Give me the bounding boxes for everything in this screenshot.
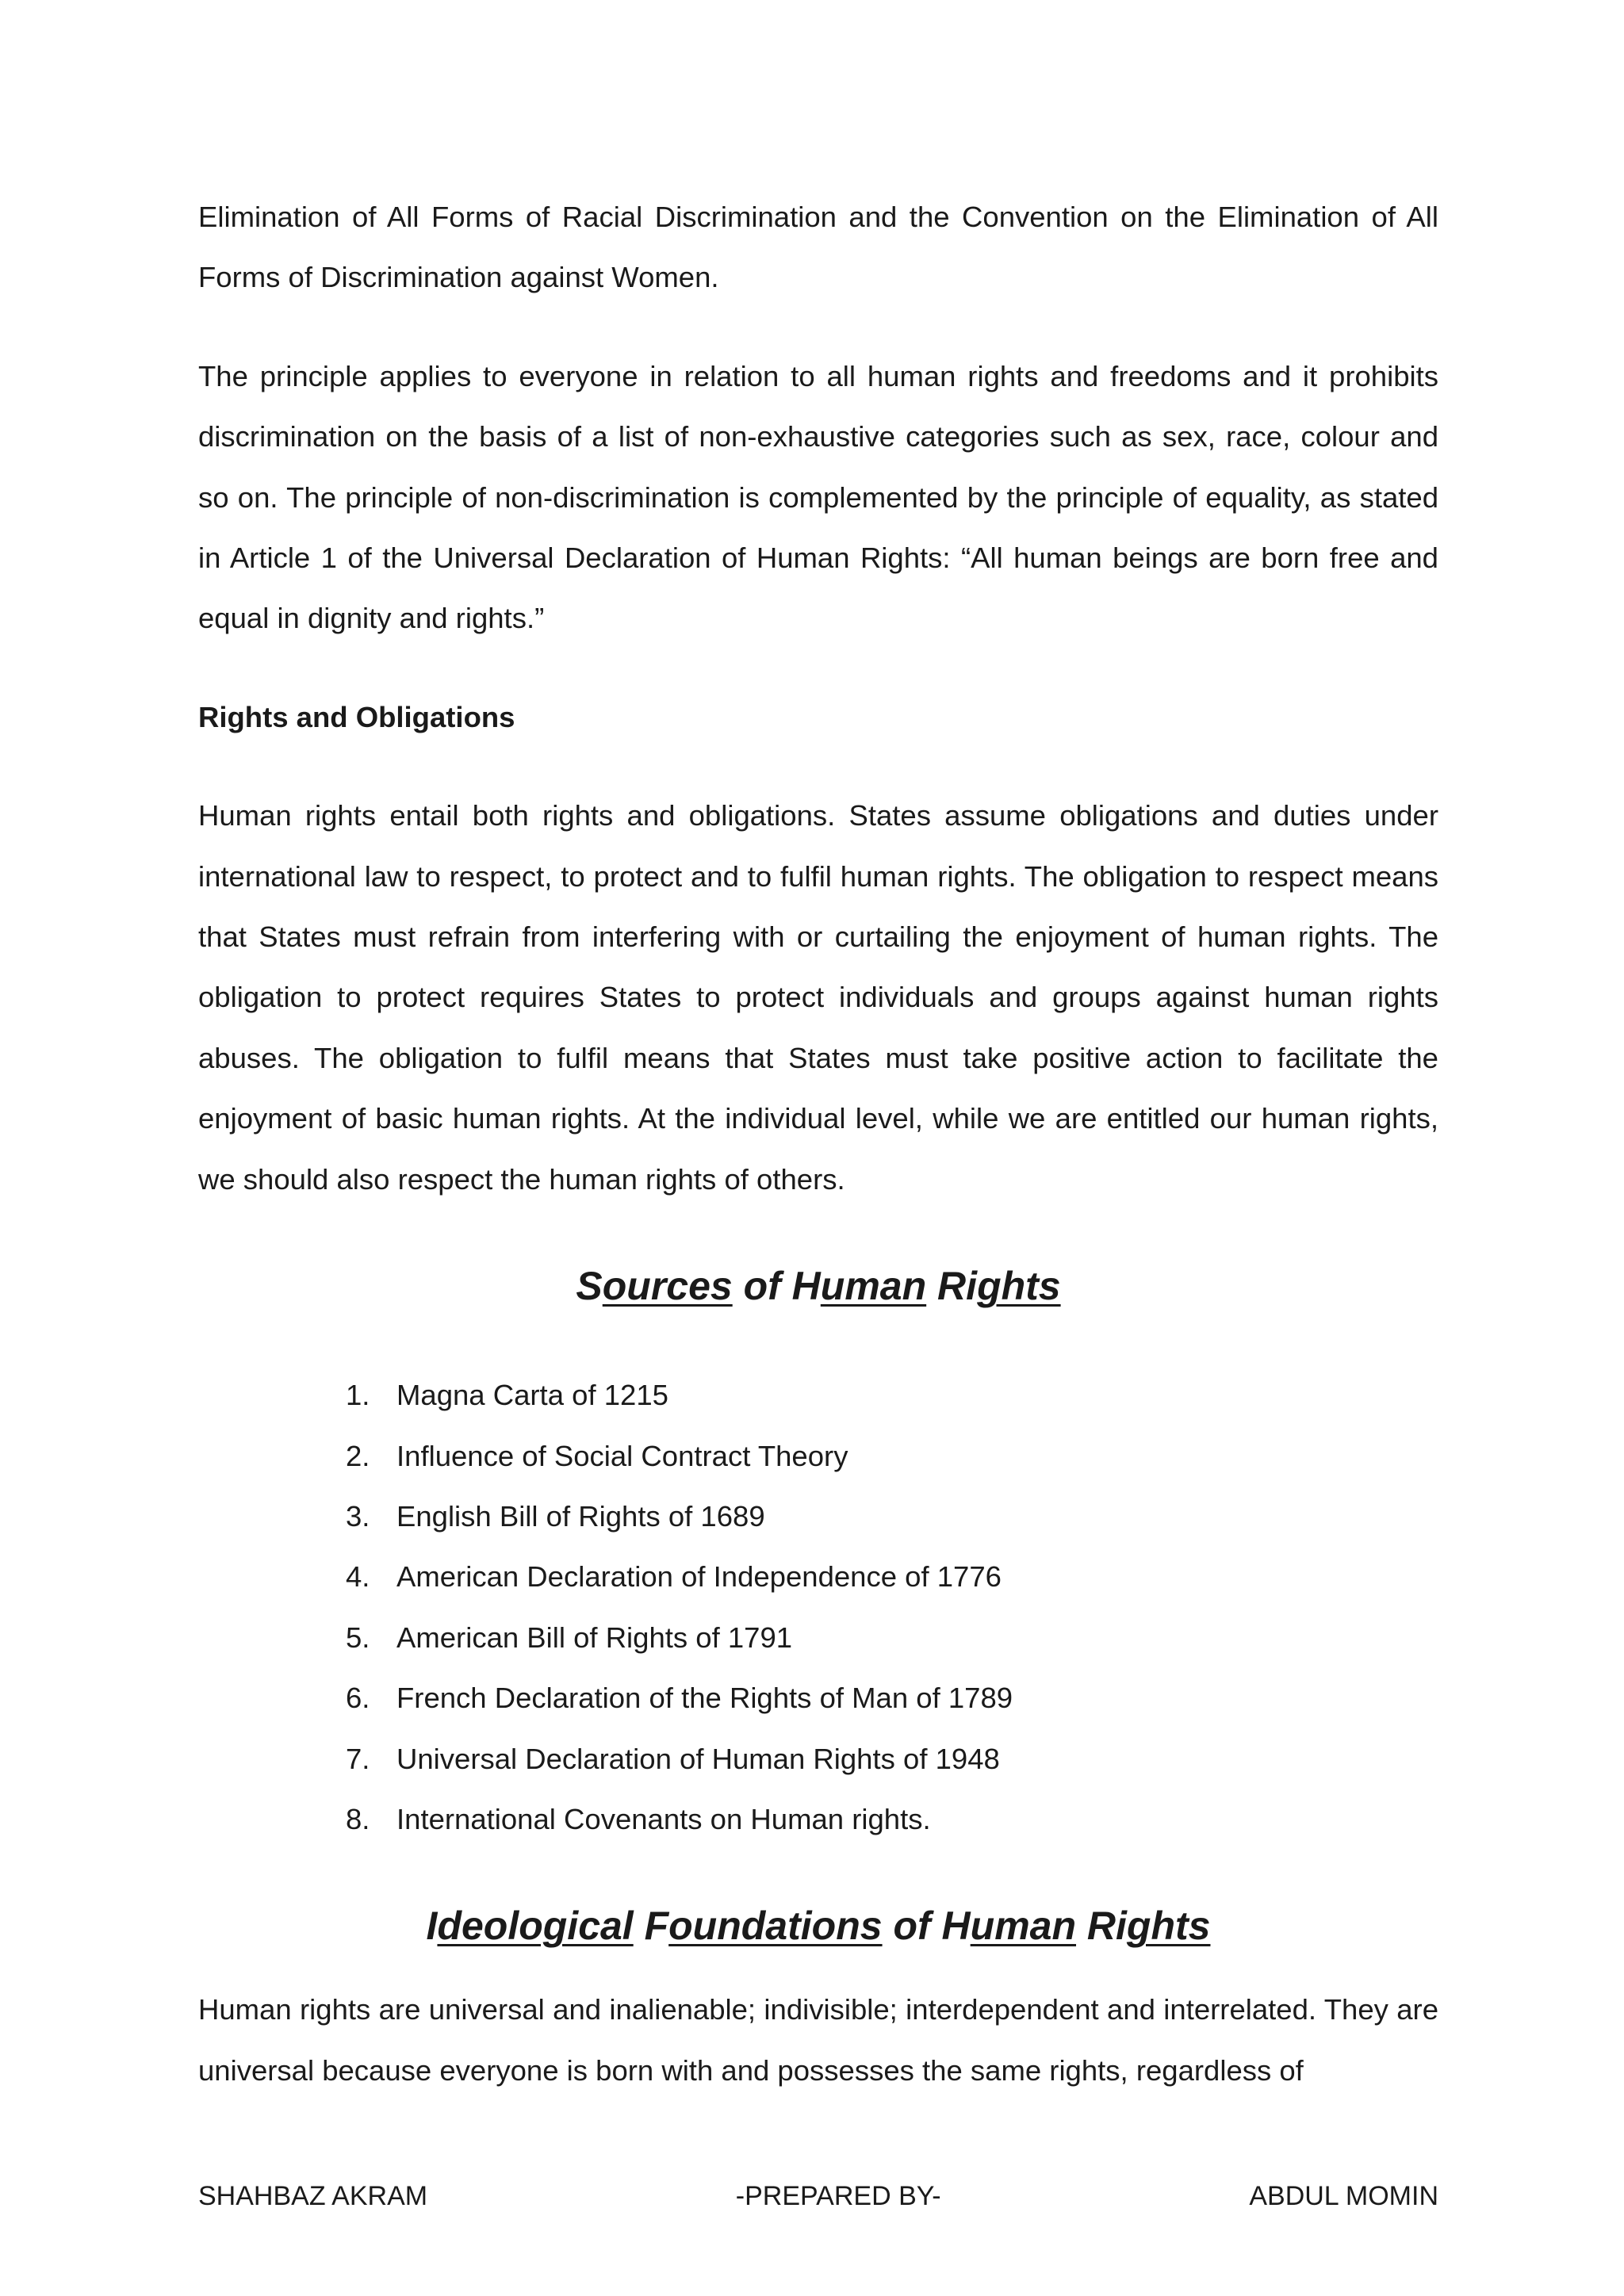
heading-part: Ri (926, 1264, 978, 1309)
list-item (346, 1608, 1438, 1668)
heading-part: Ri (1076, 1904, 1127, 1949)
list-item (346, 1365, 1438, 1425)
list-item-text: Influence of Social Contract Theory (396, 1439, 848, 1472)
footer-prepared-by: -PREPARED BY- (735, 2181, 941, 2211)
list-item-number: 2. (346, 1439, 370, 1472)
footer-right-author: ABDUL MOMIN (1249, 2181, 1438, 2211)
list-item-number: 1. (346, 1379, 370, 1412)
heading-part: uman (820, 1264, 927, 1309)
list-item-text: French Declaration of the Rights of Man of 1789 (396, 1682, 1013, 1715)
heading-part: of H (732, 1264, 821, 1309)
paragraph-intro: Elimination of All Forms of Racial Discrimination and the Convention on the Elimination of All Forms of Discrimination against Women. (198, 201, 1438, 294)
heading-part: I (426, 1904, 438, 1949)
subheading-rights-obligations: Rights and Obligations (198, 700, 515, 733)
list-item-text: American Bill of Rights of 1791 (396, 1621, 793, 1654)
footer-left-author: SHAHBAZ AKRAM (198, 2181, 428, 2211)
heading-part: F (633, 1904, 669, 1949)
paragraph-non-discrimination: The principle applies to everyone in relation to all human rights and freedoms and it prohibits discrimination on the basis of a list of non-exhaustive categories such as sex, race, colour and so on. The principle of non-discrimination is complemented by the principle of equality, as stated in Article 1 of the Universal Declaration of Human Rights: “All human beings are born free and equal in dignity and rights.” (198, 359, 1438, 635)
list-item-number: 8. (346, 1802, 370, 1835)
paragraph-universal: Human rights are universal and inalienable; indivisible; interdependent and interrelated. They are universal because everyone is born with and possesses the same rights, regardless of (198, 1993, 1438, 2087)
heading-part: deological (437, 1904, 634, 1949)
heading-part: ources (602, 1264, 733, 1309)
page-content (198, 187, 1438, 2101)
list-item-text: International Covenants on Human rights. (396, 1802, 931, 1835)
list-item-number: 3. (346, 1499, 370, 1533)
list-item-number: 5. (346, 1621, 370, 1654)
list-item-text: English Bill of Rights of 1689 (396, 1499, 765, 1533)
sources-list (346, 1365, 1438, 1850)
heading-part: of H (882, 1904, 971, 1949)
list-item-number: 6. (346, 1682, 370, 1715)
list-item (346, 1487, 1438, 1547)
list-item (346, 1729, 1438, 1789)
list-item-number: 7. (346, 1742, 370, 1775)
list-item (346, 1426, 1438, 1487)
list-item-text: Magna Carta of 1215 (396, 1379, 668, 1412)
list-item-text: Universal Declaration of Human Rights of 1948 (396, 1742, 1000, 1775)
heading-part: oundations (668, 1904, 883, 1949)
heading-sources-of-human-rights (198, 1256, 1438, 1316)
heading-part: ghts (977, 1264, 1061, 1309)
list-item (346, 1789, 1438, 1850)
heading-part: uman (970, 1904, 1077, 1949)
list-item (346, 1668, 1438, 1728)
heading-part: ghts (1126, 1904, 1211, 1949)
list-item-number: 4. (346, 1560, 370, 1594)
list-item (346, 1547, 1438, 1607)
heading-ideological-foundations (198, 1896, 1438, 1956)
paragraph-rights-obligations: Human rights entail both rights and obligations. States assume obligations and duties under international law to respect, to protect and to fulfil human rights. The obligation to respect means that States must refrain from interfering with or curtailing the enjoyment of human rights. The obligation to protect requires States to protect individuals and groups against human rights abuses. The obligation to fulfil means that States must take positive action to facilitate the enjoyment of basic human rights. At the individual level, while we are entitled our human rights, we should also respect the human rights of others. (198, 799, 1438, 1196)
list-item-text: American Declaration of Independence of 1776 (396, 1560, 1002, 1594)
heading-part: S (576, 1264, 603, 1309)
page-footer (198, 2179, 1438, 2214)
